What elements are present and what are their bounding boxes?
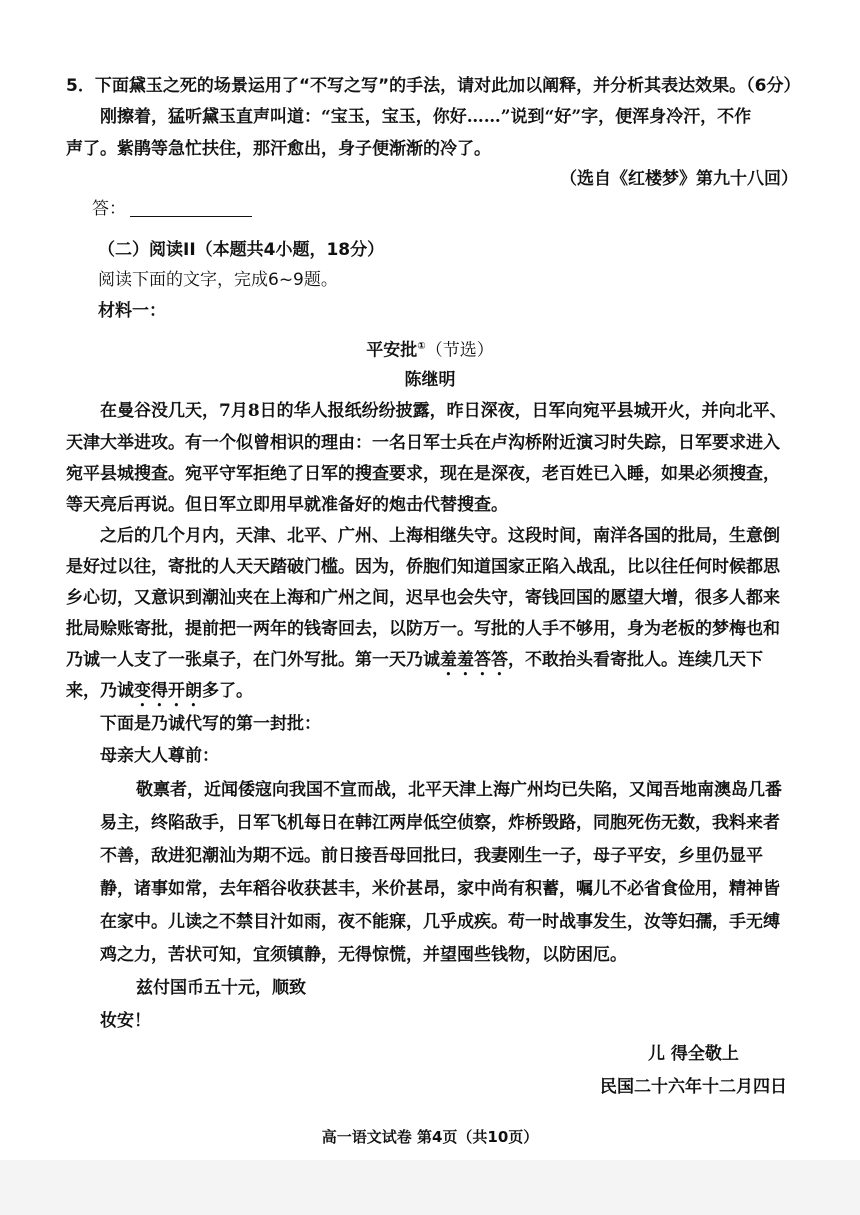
- question-5-passage-line: 刚擦着，猛听黛玉直声叫道：“宝玉，宝玉，你好……”说到“好”字，便浑身冷汗，不作: [100, 107, 752, 127]
- paragraph-line: [66, 648, 763, 680]
- article-title-text: 平安批: [366, 340, 418, 361]
- bottom-margin-band: [0, 1160, 860, 1215]
- letter-line: 在家中。儿读之不禁目汁如雨，夜不能寐，几乎成疾。苟一时战事发生，汝等妇孺，手无缚: [100, 912, 780, 932]
- paragraph-line: 下面是乃诚代写的第一封批：: [100, 714, 321, 734]
- question-5-title: 5．下面黛玉之死的场景运用了“不写之写”的手法，请对此加以阐释，并分析其表达效果。（6分）: [66, 76, 801, 96]
- letter-line: 鸡之力，苦状可知，宜须镇静，无得惊慌，并望囤些钱物，以防困厄。: [100, 945, 627, 965]
- paragraph-line: 之后的几个月内，天津、北平、广州、上海相继失守。这段时间，南洋各国的批局，生意倒: [100, 526, 780, 546]
- paragraph-line: 宛平县城搜查。宛平守军拒绝了日军的搜查要求，现在是深夜，老百姓已入睡，如果必须搜查，: [66, 464, 780, 484]
- paragraph-text: ，不敢抬头看寄批人。连续几天下: [508, 650, 763, 670]
- question-5-passage-line: 声了。紫鹃等急忙扶住，那汗愈出，身子便渐渐的冷了。: [66, 139, 491, 159]
- answer-label: 答：: [92, 199, 126, 219]
- letter-salutation: 母亲大人尊前：: [100, 746, 219, 766]
- answer-blank: [130, 198, 252, 217]
- letter-line: 静，诸事如常，去年稻谷收获甚丰，米价甚昂，家中尚有积蓄，嘱儿不必省食俭用，精神皆: [100, 879, 780, 899]
- paragraph-line: 天津大举进攻。有一个似曾相识的理由：一名日军士兵在卢沟桥附近演习时失踪，日军要求进入: [66, 433, 780, 453]
- letter-signature: 儿 得全敬上: [648, 1044, 739, 1064]
- paragraph-line: 乡心切，又意识到潮汕夹在上海和广州之间，迟早也会失守，寄钱回国的愿望大增，很多人都来: [66, 588, 780, 608]
- paragraph-text: 乃诚一人支了一张桌子，在门外写批。第一天乃诚: [66, 650, 440, 670]
- letter-date: 民国二十六年十二月四日: [600, 1077, 787, 1097]
- page-footer: 高一语文试卷 第4页（共10页）: [321, 1128, 539, 1146]
- paragraph-line: 批局赊账寄批，提前把一两年的钱寄回去，以防万一。写批的人手不够用，身为老板的梦梅也和: [66, 619, 780, 639]
- paragraph-text: 多了。: [202, 681, 253, 701]
- letter-line: 不善，敌进犯潮汕为期不远。前日接吾母回批曰，我妻刚生一子，母子平安，乡里仍显平: [100, 846, 763, 866]
- emphasized-word: 羞羞答答: [440, 650, 508, 670]
- paragraph-text: 来，乃诚: [66, 681, 134, 701]
- answer-line: [92, 197, 252, 221]
- section-heading: （二）阅读II（本题共4小题，18分）: [98, 240, 385, 260]
- letter-line: 敬禀者，近闻倭寇向我国不宣而战，北平天津上海广州均已失陷，又闻吾地南澳岛几番: [136, 780, 782, 800]
- letter-remit: 兹付国币五十元，顺致: [136, 978, 306, 998]
- emphasized-word: 变得开朗: [134, 681, 202, 701]
- paragraph-line: 在曼谷没几天，7月8日的华人报纸纷纷披露，昨日深夜，日军向宛平县城开火，并向北平、: [100, 401, 787, 421]
- paragraph-line: [66, 679, 253, 711]
- footnote-mark: ①: [417, 341, 426, 352]
- letter-line: 易主，终陷敌手，日军飞机每日在韩江两岸低空侦察，炸桥毁路，同胞死伤无数，我料来者: [100, 813, 780, 833]
- article-author: 陈继明: [404, 370, 456, 390]
- article-title: [0, 335, 860, 363]
- letter-closing: 妆安！: [100, 1011, 151, 1031]
- section-instruction: 阅读下面的文字，完成6~9题。: [98, 270, 338, 290]
- paragraph-line: 是好过以往，寄批的人天天踏破门槛。因为，侨胞们知道国家正陷入战乱，比以往任何时候都思: [66, 557, 780, 577]
- question-5-source: （选自《红楼梦》第九十八回）: [560, 169, 798, 189]
- material-label: 材料一：: [98, 301, 166, 321]
- paragraph-line: 等天亮后再说。但日军立即用早就准备好的炮击代替搜查。: [66, 495, 508, 515]
- article-title-suffix: （节选）: [425, 340, 494, 361]
